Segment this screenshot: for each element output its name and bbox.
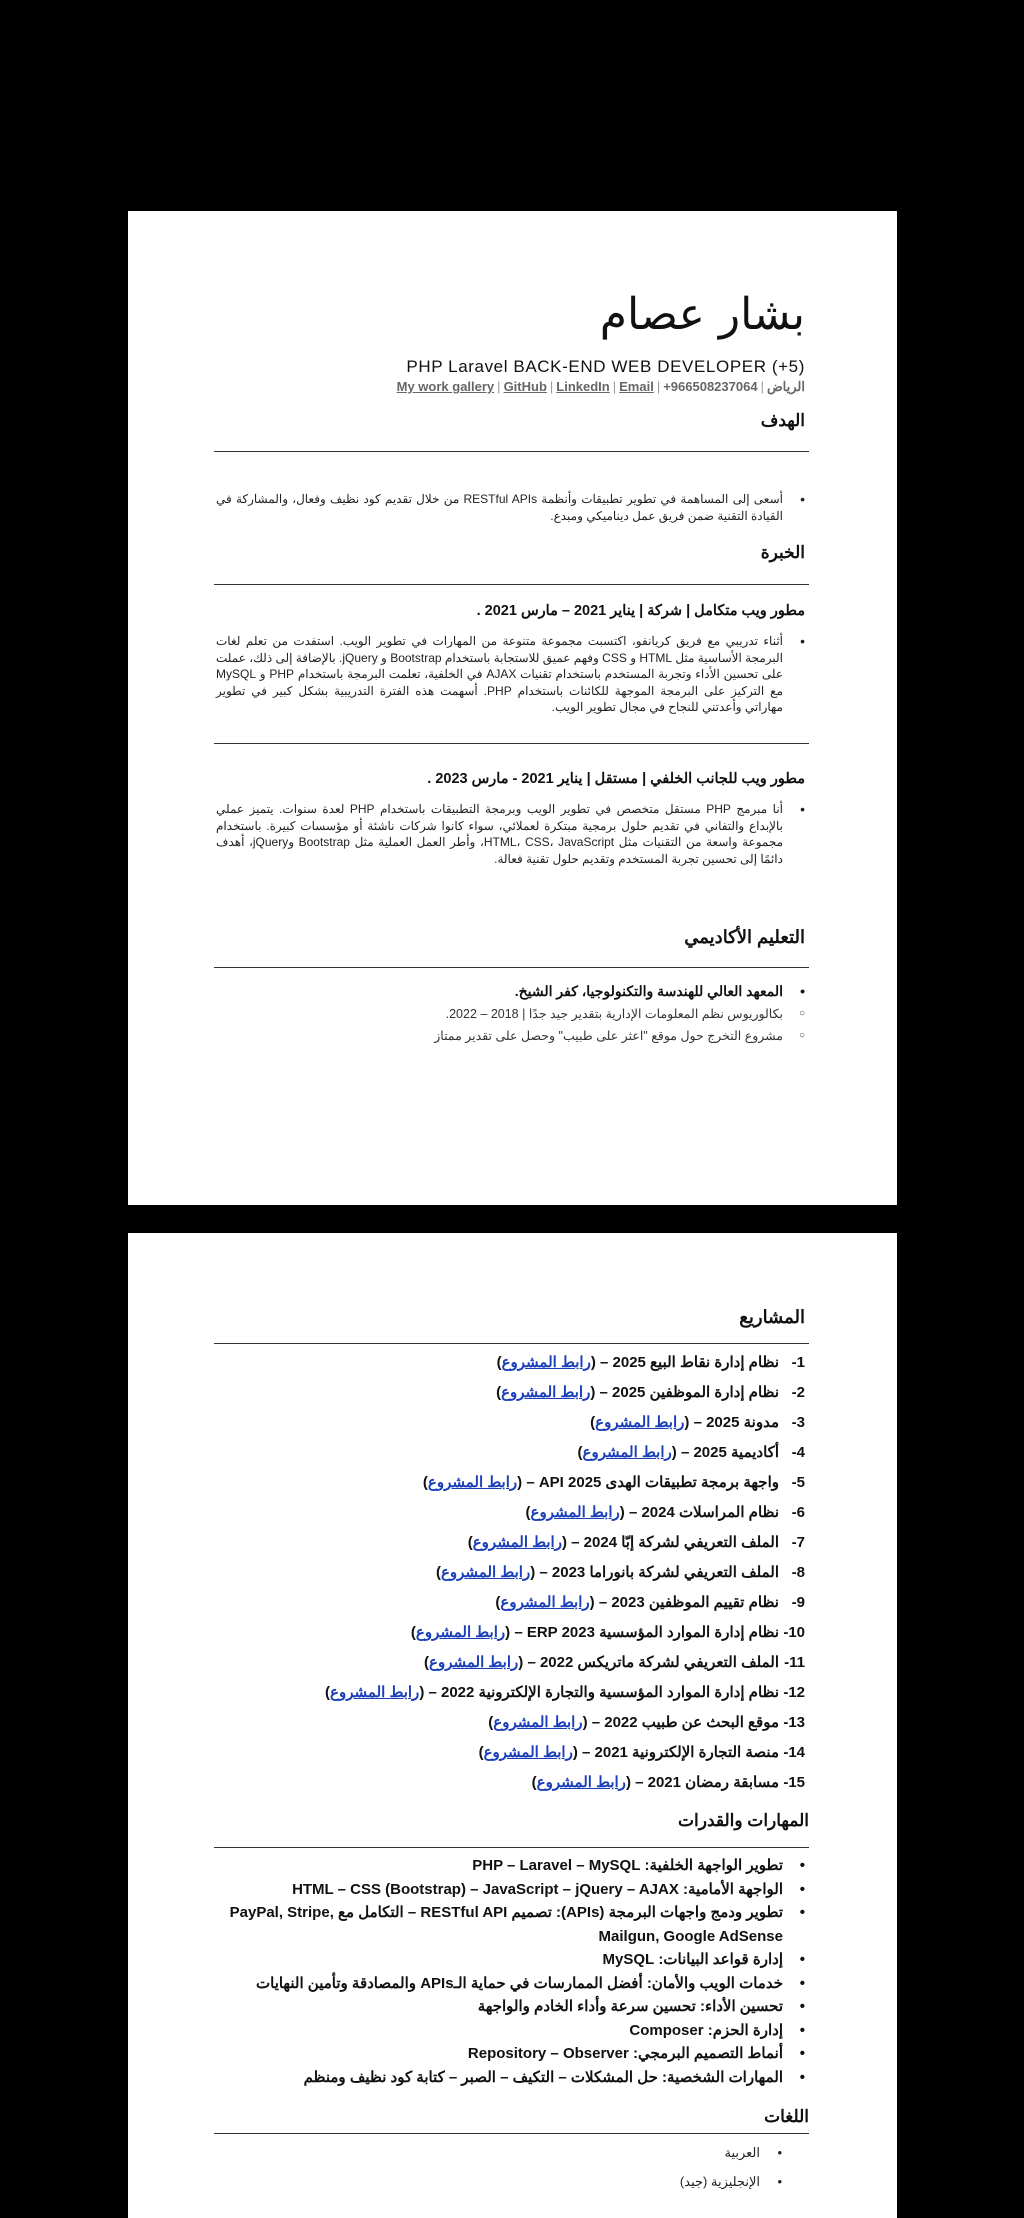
project-link[interactable]: رابط المشروع xyxy=(330,1684,420,1701)
skill-item: • إدارة قواعد البيانات: MySQL xyxy=(208,1948,805,1972)
objective-text: • أسعى إلى المساهمة في تطوير تطبيقات وأنظمة RESTful APIs من خلال تقديم كود نظيف وفعال، والمشاركة في القيادة التقنية ضمن فريق عمل ديناميكي ومبدع. xyxy=(216,491,805,524)
divider xyxy=(214,1847,809,1848)
project-link[interactable]: رابط المشروع xyxy=(483,1744,573,1761)
skill-item: • الواجهة الأمامية: HTML – CSS (Bootstrap) – JavaScript – jQuery – AJAX xyxy=(208,1878,805,1902)
project-number: 7- xyxy=(791,1534,805,1551)
project-title: نظام تقييم الموظفين 2023 – xyxy=(598,1594,779,1611)
project-item: 3-مدونة 2025 – (رابط المشروع) xyxy=(590,1414,805,1431)
project-item: 1-نظام إدارة نقاط البيع 2025 – (رابط المشروع) xyxy=(496,1354,805,1371)
education-heading: التعليم الأكاديمي xyxy=(684,927,805,947)
project-item: 7-الملف التعريفي لشركة إبّا 2024 – (رابط المشروع) xyxy=(467,1534,805,1551)
project-item: 11-الملف التعريفي لشركة ماتريكس 2022 – (رابط المشروع) xyxy=(424,1654,805,1671)
skills-heading: المهارات والقدرات xyxy=(678,1811,809,1830)
project-title: مدونة 2025 – xyxy=(693,1414,779,1431)
divider xyxy=(214,1343,809,1344)
project-number: 6- xyxy=(791,1504,805,1521)
divider xyxy=(214,584,809,585)
projects-heading: المشاريع xyxy=(739,1307,805,1327)
linkedin-link[interactable]: LinkedIn xyxy=(556,379,610,394)
project-title: مسابقة رمضان 2021 – xyxy=(635,1774,779,1791)
project-link[interactable]: رابط المشروع xyxy=(427,1474,518,1491)
project-item: 8-الملف التعريفي لشركة بانوراما 2023 – (رابط المشروع) xyxy=(435,1564,805,1581)
job-desc-2: • أنا مبرمج PHP مستقل متخصص في تطوير الويب وبرمجة التطبيقات باستخدام PHP لعدة سنوات. يتميز عملي بالإبداع والتفاني في تقديم حلول برمجية مبتكرة لعملائي، سواء كانوا شركات ناشئة أو مؤسسات كبيرة. باستخدام مجموعة واسعة من التقنيات مثل HTML، CSS، JavaScript، وأطر العمل العملية مثل Bootstrap وjQuery، أهدف دائمًا إلى تحسين تجربة المستخدم وتقديم حلول تقنية فعالة. xyxy=(216,801,805,867)
project-number: 9- xyxy=(791,1594,805,1611)
project-number: 8- xyxy=(791,1564,805,1581)
skill-item: • تطوير الواجهة الخلفية: PHP – Laravel – MySQL xyxy=(208,1854,805,1878)
skill-item: • تطوير ودمج واجهات البرمجة (APIs): تصميم RESTful API – التكامل مع PayPal, Stripe, Mailgun, Google AdSense xyxy=(208,1901,805,1948)
project-item: 13-موقع البحث عن طبيب 2022 – (رابط المشروع) xyxy=(488,1714,805,1731)
language-item: • العربية xyxy=(680,2145,782,2174)
project-link[interactable]: رابط المشروع xyxy=(595,1414,685,1431)
job-role: PHP Laravel BACK-END WEB DEVELOPER (+5) xyxy=(406,357,805,376)
project-title: الملف التعريفي لشركة ماتريكس 2022 – xyxy=(527,1654,779,1671)
resume-page-1 xyxy=(128,211,897,1205)
project-number: 4- xyxy=(791,1444,805,1461)
skill-item: • أنماط التصميم البرمجي: Repository – Observer xyxy=(208,2042,805,2066)
graduation-project: ○ مشروع التخرج حول موقع "اعثر على طبيب" وحصل على تقدير ممتاز xyxy=(434,1028,805,1043)
project-title: أكاديمية 2025 – xyxy=(680,1444,779,1461)
degree: ○ بكالوريوس نظم المعلومات الإدارية بتقدير جيد جدًا | 2018 – 2022. xyxy=(446,1006,805,1021)
phone: +966508237064 xyxy=(663,379,758,394)
github-link[interactable]: GitHub xyxy=(503,379,547,394)
project-link[interactable]: رابط المشروع xyxy=(440,1564,531,1581)
location: الرياض xyxy=(766,379,805,394)
project-link[interactable]: رابط المشروع xyxy=(536,1774,626,1791)
project-item: 12-نظام إدارة الموارد المؤسسية والتجارة الإلكترونية 2022 – (رابط المشروع) xyxy=(325,1684,805,1701)
project-link[interactable]: رابط المشروع xyxy=(501,1384,591,1401)
job-title-2: مطور ويب للجانب الخلفي | مستقل | يناير 2021 - مارس 2023 . xyxy=(427,771,805,787)
skills-list xyxy=(208,1854,805,2089)
project-item: 5-واجهة برمجة تطبيقات الهدى API 2025 – (رابط المشروع) xyxy=(422,1474,805,1491)
project-title: نظام إدارة الموارد المؤسسية والتجارة الإلكترونية 2022 – xyxy=(428,1684,779,1701)
project-item: 10-نظام إدارة الموارد المؤسسية ERP 2023 – (رابط المشروع) xyxy=(410,1624,805,1641)
project-title: منصة التجارة الإلكترونية 2021 – xyxy=(582,1744,779,1761)
project-number: 10- xyxy=(783,1624,805,1641)
project-number: 1- xyxy=(791,1354,805,1371)
contact-line: الرياض|My work gallery | GitHub | LinkedIn | Email | +966508237064 xyxy=(396,379,805,394)
email-link[interactable]: Email xyxy=(619,379,654,394)
project-item: 2-نظام إدارة الموظفين 2025 – (رابط المشروع) xyxy=(496,1384,805,1401)
project-title: واجهة برمجة تطبيقات الهدى API 2025 – xyxy=(526,1474,779,1491)
institute: • المعهد العالي للهندسة والتكنولوجيا، كفر الشيخ. xyxy=(515,983,805,1000)
experience-heading: الخبرة xyxy=(760,543,805,562)
skill-item: • المهارات الشخصية: حل المشكلات – التكيف – الصبر – كتابة كود نظيف ومنظم xyxy=(208,2066,805,2090)
projects-list xyxy=(325,1353,805,1803)
project-link[interactable]: رابط المشروع xyxy=(501,1354,591,1371)
project-link[interactable]: رابط المشروع xyxy=(500,1594,590,1611)
job-title-1: مطور ويب متكامل | شركة | يناير 2021 – مارس 2021 . xyxy=(476,603,805,619)
project-title: الملف التعريفي لشركة إبّا 2024 – xyxy=(571,1534,779,1551)
skill-item: • تحسين الأداء: تحسين سرعة وأداء الخادم والواجهة xyxy=(208,1995,805,2019)
skill-item: • خدمات الويب والأمان: أفضل الممارسات في حماية الـAPIs والمصادقة وتأمين النهايات xyxy=(208,1972,805,1996)
project-link[interactable]: رابط المشروع xyxy=(493,1714,583,1731)
objective-heading: الهدف xyxy=(760,411,805,430)
gallery-link[interactable]: My work gallery xyxy=(396,379,495,394)
project-number: 5- xyxy=(791,1474,805,1491)
project-item: 4-أكاديمية 2025 – (رابط المشروع) xyxy=(577,1444,805,1461)
divider xyxy=(214,743,809,744)
project-number: 11- xyxy=(784,1654,805,1671)
project-title: نظام إدارة نقاط البيع 2025 – xyxy=(600,1354,779,1371)
project-item: 9-نظام تقييم الموظفين 2023 – (رابط المشروع) xyxy=(495,1594,805,1611)
divider xyxy=(214,451,809,452)
project-number: 3- xyxy=(791,1414,805,1431)
project-number: 2- xyxy=(791,1384,805,1401)
candidate-name: بشار عصام xyxy=(599,289,805,340)
project-link[interactable]: رابط المشروع xyxy=(429,1654,519,1671)
divider xyxy=(214,967,809,968)
project-number: 12- xyxy=(783,1684,805,1701)
project-item: 6-نظام المراسلات 2024 – (رابط المشروع) xyxy=(525,1504,805,1521)
project-number: 15- xyxy=(783,1774,805,1791)
languages-heading: اللغات xyxy=(764,2107,809,2126)
project-title: موقع البحث عن طبيب 2022 – xyxy=(591,1714,779,1731)
project-title: الملف التعريفي لشركة بانوراما 2023 – xyxy=(539,1564,779,1581)
project-number: 14- xyxy=(783,1744,805,1761)
project-link[interactable]: رابط المشروع xyxy=(582,1444,672,1461)
skill-item: • إدارة الحزم: Composer xyxy=(208,2019,805,2043)
job-desc-1: • أثناء تدريبي مع فريق كريانفو، اكتسبت مجموعة متنوعة من المهارات في تطوير الويب. استفدت من تعلم لغات البرمجة الأساسية مثل HTML و CSS وفهم عميق للاستجابة باستخدام Bootstrap و jQuery. بالإضافة إلى ذلك، عملت على تحسين الأداء وتجربة المستخدم باستخدام تقنيات AJAX في الخلفية، تعلمت البرمجة باستخدام PHP و MySQL مع التركيز على البرمجة الموجهة للكائنات باستخدام PHP. أسهمت هذه الفترة التدريبية بشكل كبير في تطوير مهاراتي وأعدتني للنجاح في مجال تطوير الويب. xyxy=(216,633,805,716)
project-title: نظام إدارة الموظفين 2025 – xyxy=(599,1384,779,1401)
project-item: 15-مسابقة رمضان 2021 – (رابط المشروع) xyxy=(531,1774,805,1791)
project-number: 13- xyxy=(783,1714,805,1731)
divider xyxy=(214,2133,809,2134)
project-link[interactable]: رابط المشروع xyxy=(530,1504,620,1521)
project-link[interactable]: رابط المشروع xyxy=(472,1534,562,1551)
project-title: نظام المراسلات 2024 – xyxy=(628,1504,779,1521)
project-title: نظام إدارة الموارد المؤسسية ERP 2023 – xyxy=(514,1624,779,1641)
project-link[interactable]: رابط المشروع xyxy=(415,1624,506,1641)
languages-list xyxy=(680,2145,782,2203)
language-item: • الإنجليزية (جيد) xyxy=(680,2174,782,2203)
project-item: 14-منصة التجارة الإلكترونية 2021 – (رابط المشروع) xyxy=(478,1744,805,1761)
resume-page-2 xyxy=(128,1233,897,2218)
